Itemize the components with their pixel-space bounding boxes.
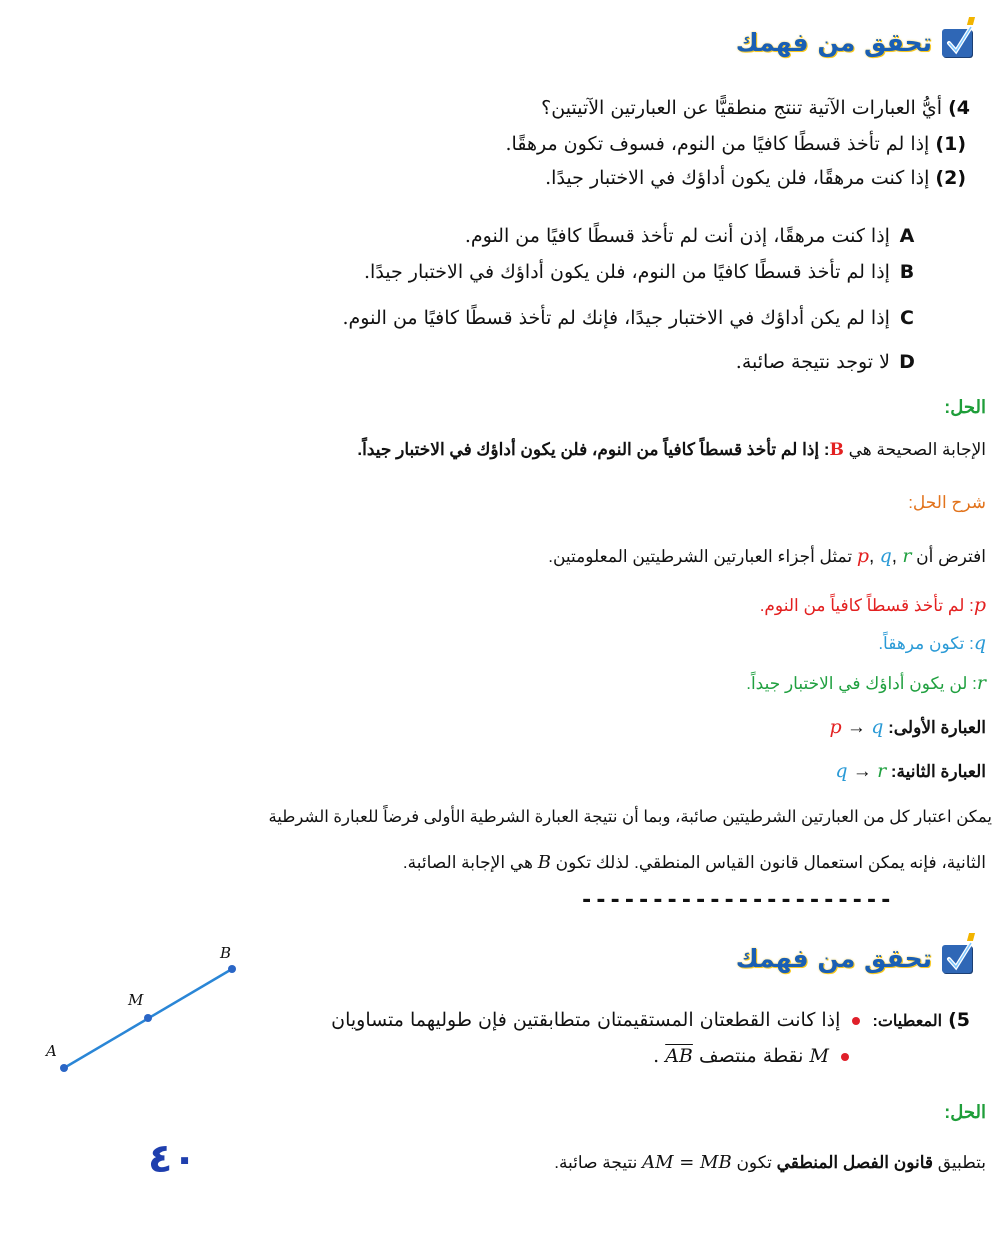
statement-2 (545, 162, 966, 195)
label-m: M (128, 991, 144, 1009)
expr-r: r (877, 760, 887, 782)
def-text: : تكون مرهقاً. (878, 634, 974, 653)
question-number: 5) (948, 1009, 970, 1031)
given-1: إذا كانت القطعتان المستقيمتان متطابقتين فإن طوليهما متساويان (331, 1009, 841, 1031)
solution-label-2: الحل: (944, 1102, 986, 1122)
answer-line (357, 440, 986, 460)
second-stmt-label: العبارة الثانية: (890, 762, 986, 781)
conclusion-var: B (537, 852, 551, 873)
given-text: نقطة منتصف (698, 1045, 804, 1067)
conclusion-text: هي الإجابة الصائبة. (402, 853, 533, 872)
option-a (465, 220, 918, 253)
var-sep: , (869, 546, 880, 567)
sol-law: قانون الفصل المنطقي (776, 1153, 934, 1172)
option-text: إذا لم تأخذ قسطًا كافيًا من النوم، فلن يكون أداؤك في الاختبار جيدًا. (364, 261, 890, 283)
statement-1 (506, 128, 966, 161)
option-text: إذا كنت مرهقًا، إذن أنت لم تأخذ قسطًا كافيًا من النوم. (464, 225, 890, 247)
sol-suffix: نتيجة صائبة. (554, 1153, 638, 1172)
conclusion-line-1: يمكن اعتبار كل من العبارتين الشرطيتين صائبة، وبما أن نتيجة العبارة الشرطية الأولى فرضاً للعبارة الشرطية (268, 808, 992, 826)
segment-ab-label: AB (665, 1045, 693, 1067)
first-statement (829, 716, 986, 739)
solution-label: الحل: (944, 397, 986, 417)
point-m (144, 1014, 152, 1022)
question-text: أيُّ العبارات الآتية تنتج منطقيًّا عن العبارتين الآتيتين؟ (541, 97, 943, 119)
option-text: لا توجد نتيجة صائبة. (735, 351, 890, 373)
option-letter: D (899, 351, 915, 373)
option-b (364, 256, 918, 289)
givens-label: المعطيات: (872, 1013, 943, 1030)
def-text: : لن يكون أداؤك في الاختبار جيداً. (746, 674, 977, 693)
bullet-icon (841, 1053, 849, 1061)
option-letter: B (899, 261, 915, 283)
answer-letter: B (829, 440, 844, 460)
explanation-label: شرح الحل: (908, 493, 986, 512)
option-d (736, 346, 918, 379)
option-text: إذا لم يكن أداؤك في الاختبار جيدًا، فإنك لم تأخذ قسطًا كافيًا من النوم. (342, 307, 890, 329)
assume-prefix: افترض أن (916, 547, 986, 566)
def-q (878, 632, 986, 654)
given-var: M (809, 1045, 829, 1067)
answer-prefix: الإجابة الصحيحة هي (848, 440, 986, 459)
statement-number: (1) (935, 133, 966, 155)
conclusion-text: الثانية، فإنه يمكن استعمال قانون القياس المنطقي. لذلك تكون (555, 853, 986, 872)
expr-q: q (871, 716, 884, 738)
expr-q: q (835, 760, 848, 782)
point-b (228, 965, 236, 973)
answer-colon: : (823, 440, 830, 459)
arrow-icon: → (847, 761, 878, 782)
var-sep: , (891, 546, 903, 567)
second-stmt-expr (835, 760, 886, 783)
separator: ---------------------- (580, 888, 894, 913)
expr-p: p (829, 716, 842, 738)
def-var: q (973, 632, 986, 654)
checkmark-icon (942, 945, 972, 973)
def-var: p (973, 594, 986, 616)
heading-title: تحقق من فهمك (735, 28, 932, 57)
option-c (343, 302, 919, 335)
assume-vars (857, 545, 912, 568)
statement-text: إذا لم تأخذ قسطًا كافيًا من النوم، فسوف تكون مرهقًا. (505, 133, 930, 155)
segment-diagram (40, 940, 260, 1080)
heading-title: تحقق من فهمك (735, 944, 932, 973)
assume-suffix: تمثل أجزاء العبارتين الشرطيتين المعلومتين. (548, 547, 853, 566)
answer-text: إذا لم تأخذ قسطاً كافياً من النوم، فلن يكون أداؤك في الاختبار جيداً. (357, 440, 820, 459)
def-p (760, 594, 986, 616)
arrow-icon: → (841, 717, 872, 738)
page-number: ٤٠ (148, 1136, 197, 1182)
var-p: p (856, 545, 870, 567)
check-understanding-heading-2 (736, 944, 972, 973)
option-letter: A (899, 225, 915, 247)
first-stmt-expr (829, 716, 883, 739)
statement-text: إذا كنت مرهقًا، فلن يكون أداؤك في الاختبار جيدًا. (545, 167, 930, 189)
given-2 (653, 1040, 855, 1073)
label-b: B (220, 944, 232, 962)
first-stmt-label: العبارة الأولى: (888, 718, 986, 737)
bullet-icon (852, 1017, 860, 1025)
var-r: r (902, 545, 912, 567)
sol-equation: AM = MB (642, 1152, 732, 1173)
given-end: . (653, 1045, 660, 1067)
statement-number: (2) (935, 167, 966, 189)
def-var: r (976, 672, 986, 694)
question-number: 4) (948, 97, 970, 119)
def-text: : لم تأخذ قسطاً كافياً من النوم. (759, 596, 974, 615)
label-a: A (46, 1042, 57, 1060)
point-a (60, 1064, 68, 1072)
var-q: q (879, 545, 892, 567)
sol-prefix: بتطبيق (937, 1153, 986, 1172)
check-understanding-heading-1 (736, 28, 972, 57)
question-5 (331, 1004, 970, 1038)
assume-line (548, 545, 986, 568)
sol-mid: تكون (736, 1153, 772, 1172)
second-statement (835, 760, 986, 783)
def-r (746, 672, 986, 694)
conclusion-line-2 (403, 852, 986, 873)
checkmark-icon (942, 29, 972, 57)
question-4 (541, 92, 970, 125)
solution-line-2 (554, 1152, 986, 1173)
option-letter: C (900, 307, 914, 329)
